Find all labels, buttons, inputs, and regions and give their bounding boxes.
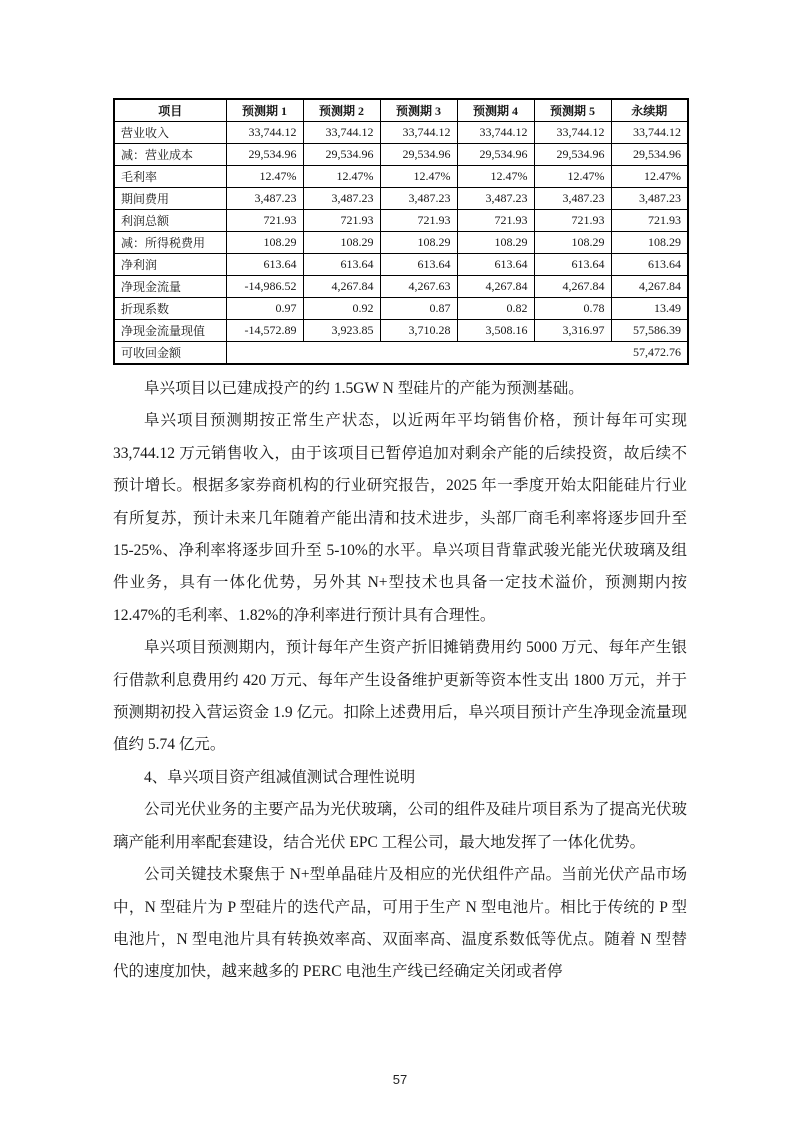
table-header-row bbox=[114, 99, 688, 122]
table-cell: 57,586.39 bbox=[611, 320, 688, 342]
section-heading-4: 4、阜兴项目资产组减值测试合理性说明 bbox=[144, 768, 416, 786]
table-cell: 33,744.12 bbox=[303, 122, 380, 144]
table-cell: 4,267.84 bbox=[457, 276, 534, 298]
column-header: 预测期 1 bbox=[226, 99, 303, 122]
row-label: 可收回金额 bbox=[114, 342, 226, 365]
column-header: 项目 bbox=[114, 99, 226, 122]
table-cell: 29,534.96 bbox=[303, 144, 380, 166]
table-cell: 613.64 bbox=[303, 254, 380, 276]
table-cell: 721.93 bbox=[534, 210, 611, 232]
table-row bbox=[114, 144, 688, 166]
paragraph-revenue-forecast: 阜兴项目预测期按正常生产状态，以近两年平均销售价格，预计每年可实现 33,744.12 万元销售收入，由于该项目已暂停追加对剩余产能的后续投资，故后续不预计增长。根据多家券商机构的行业研究报告，2025 年一季度开始太阳能硅片行业有所复苏，预计未来几年随着产能出清和技术进步，头部厂商毛利率将逐步回升至 15-25%、净利率将逐步回升至 5-10%的水平。阜兴项目背靠武骏光能光伏玻璃及组件业务，具有一体化优势，另外其 N+型技术也具备一定技术溢价，预测期内按 12.47%的毛利率、1.82%的净利率进行预计具有合理性。 bbox=[113, 412, 687, 624]
table-cell: 3,487.23 bbox=[380, 188, 457, 210]
table-cell: 0.82 bbox=[457, 298, 534, 320]
table-cell: 3,508.16 bbox=[457, 320, 534, 342]
paragraph-n-type-tech: 公司关键技术聚焦于 N+型单晶硅片及相应的光伏组件产品。当前光伏产品市场中，N 型硅片为 P 型硅片的迭代产品，可用于生产 N 型电池片。相比于传统的 P 型电池片，N 型电池片具有转换效率高、双面率高、温度系数低等优点。随着 N 型替代的速度加快，越来越多的 PERC 电池生产线已经确定关闭或者停 bbox=[113, 866, 687, 981]
table-cell: 12.47% bbox=[303, 166, 380, 188]
table-row bbox=[114, 298, 688, 320]
table-cell: 3,710.28 bbox=[380, 320, 457, 342]
table-cell: 613.64 bbox=[611, 254, 688, 276]
table-cell: 3,923.85 bbox=[303, 320, 380, 342]
table-cell: 4,267.84 bbox=[303, 276, 380, 298]
table-cell: 12.47% bbox=[534, 166, 611, 188]
table-cell: 33,744.12 bbox=[380, 122, 457, 144]
table-cell: 3,316.97 bbox=[534, 320, 611, 342]
table-cell: 33,744.12 bbox=[611, 122, 688, 144]
table-row bbox=[114, 210, 688, 232]
table-cell: 29,534.96 bbox=[611, 144, 688, 166]
table-cell: 29,534.96 bbox=[380, 144, 457, 166]
table-cell: 721.93 bbox=[611, 210, 688, 232]
table-cell: -14,986.52 bbox=[226, 276, 303, 298]
table-cell: -14,572.89 bbox=[226, 320, 303, 342]
paragraph-cost-forecast: 阜兴项目预测期内，预计每年产生资产折旧摊销费用约 5000 万元、每年产生银行借款利息费用约 420 万元、每年产生设备维护更新等资本性支出 1800 万元，并于预测期初投入营运资金 1.9 亿元。扣除上述费用后，阜兴项目预计产生净现金流量现值约 5.74 亿元。 bbox=[113, 639, 687, 754]
table-cell: 3,487.23 bbox=[226, 188, 303, 210]
column-header: 预测期 3 bbox=[380, 99, 457, 122]
body-text bbox=[113, 373, 687, 989]
table-cell: 0.97 bbox=[226, 298, 303, 320]
table-cell: 29,534.96 bbox=[457, 144, 534, 166]
table-cell: 108.29 bbox=[534, 232, 611, 254]
table-cell: 108.29 bbox=[226, 232, 303, 254]
table-cell: 0.78 bbox=[534, 298, 611, 320]
column-header: 永续期 bbox=[611, 99, 688, 122]
row-label: 净现金流量现值 bbox=[114, 320, 226, 342]
table-cell: 3,487.23 bbox=[303, 188, 380, 210]
table-cell: 12.47% bbox=[226, 166, 303, 188]
table-cell: 33,744.12 bbox=[226, 122, 303, 144]
page-number: 57 bbox=[392, 1072, 408, 1087]
row-label: 减：营业成本 bbox=[114, 144, 226, 166]
table-cell: 3,487.23 bbox=[457, 188, 534, 210]
table-row bbox=[114, 254, 688, 276]
paragraph-pv-business: 公司光伏业务的主要产品为光伏玻璃，公司的组件及硅片项目系为了提高光伏玻璃产能利用率配套建设，结合光伏 EPC 工程公司，最大地发挥了一体化优势。 bbox=[113, 801, 687, 851]
column-header: 预测期 2 bbox=[303, 99, 380, 122]
table-cell: 12.47% bbox=[457, 166, 534, 188]
table-cell-merged: 57,472.76 bbox=[226, 342, 688, 365]
table-cell: 3,487.23 bbox=[611, 188, 688, 210]
table-cell: 0.87 bbox=[380, 298, 457, 320]
table-cell: 12.47% bbox=[380, 166, 457, 188]
table-cell: 29,534.96 bbox=[226, 144, 303, 166]
row-label: 营业收入 bbox=[114, 122, 226, 144]
table-cell: 613.64 bbox=[380, 254, 457, 276]
table-cell: 13.49 bbox=[611, 298, 688, 320]
table-cell: 4,267.84 bbox=[534, 276, 611, 298]
table-cell: 29,534.96 bbox=[534, 144, 611, 166]
table-cell: 721.93 bbox=[457, 210, 534, 232]
table-cell: 3,487.23 bbox=[534, 188, 611, 210]
table-cell: 721.93 bbox=[226, 210, 303, 232]
table-cell: 721.93 bbox=[303, 210, 380, 232]
table-cell: 721.93 bbox=[380, 210, 457, 232]
table-cell: 613.64 bbox=[534, 254, 611, 276]
table-row bbox=[114, 276, 688, 298]
column-header: 预测期 4 bbox=[457, 99, 534, 122]
row-label: 毛利率 bbox=[114, 166, 226, 188]
table-cell: 4,267.84 bbox=[611, 276, 688, 298]
paragraph-forecast-basis: 阜兴项目以已建成投产的约 1.5GW N 型硅片的产能为预测基础。 bbox=[144, 380, 584, 397]
table-row bbox=[114, 166, 688, 188]
table-cell: 108.29 bbox=[380, 232, 457, 254]
table-cell: 108.29 bbox=[457, 232, 534, 254]
table-cell: 613.64 bbox=[457, 254, 534, 276]
table-cell: 0.92 bbox=[303, 298, 380, 320]
row-label: 净利润 bbox=[114, 254, 226, 276]
row-label: 折现系数 bbox=[114, 298, 226, 320]
table-cell: 33,744.12 bbox=[534, 122, 611, 144]
forecast-table bbox=[113, 98, 689, 365]
table-cell: 108.29 bbox=[303, 232, 380, 254]
table-cell: 108.29 bbox=[611, 232, 688, 254]
table-row bbox=[114, 320, 688, 342]
table-row bbox=[114, 232, 688, 254]
row-label: 利润总额 bbox=[114, 210, 226, 232]
column-header: 预测期 5 bbox=[534, 99, 611, 122]
table-cell: 613.64 bbox=[226, 254, 303, 276]
row-label: 减：所得税费用 bbox=[114, 232, 226, 254]
table-cell: 12.47% bbox=[611, 166, 688, 188]
row-label: 净现金流量 bbox=[114, 276, 226, 298]
table-row bbox=[114, 122, 688, 144]
table-cell: 33,744.12 bbox=[457, 122, 534, 144]
table-row-recoverable-amount bbox=[114, 342, 688, 365]
row-label: 期间费用 bbox=[114, 188, 226, 210]
table-cell: 4,267.63 bbox=[380, 276, 457, 298]
table-row bbox=[114, 188, 688, 210]
